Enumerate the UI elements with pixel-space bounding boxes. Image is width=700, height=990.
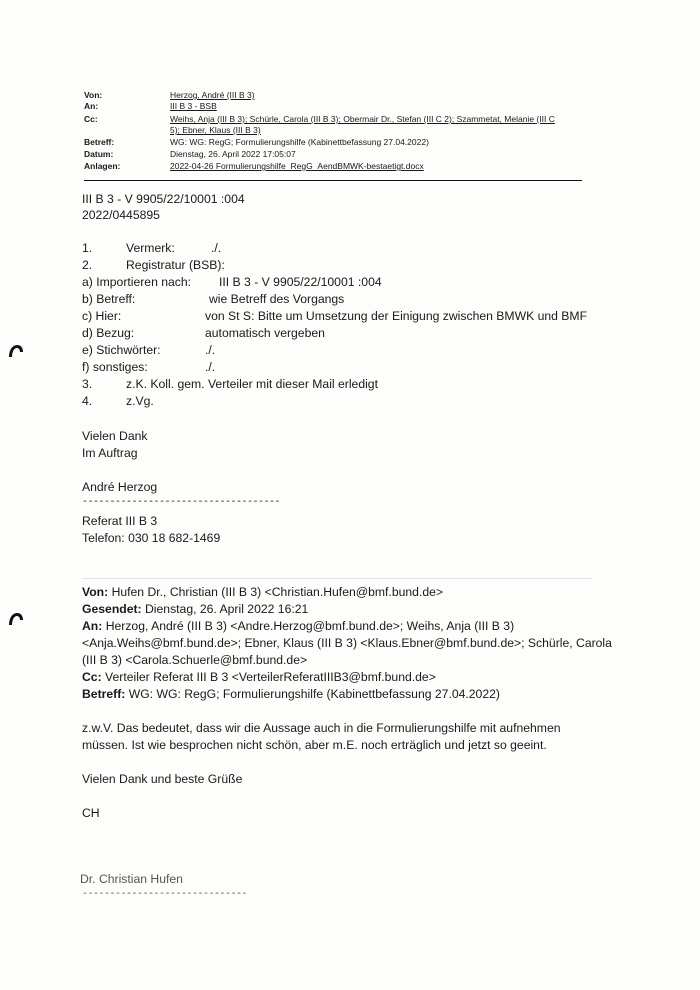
- fwd-body-text: z.w.V. Das bedeutet, dass wir die Aussage auch in die Formulierungshilfe mit aufnehmen: [82, 721, 561, 735]
- header-divider: [84, 180, 582, 181]
- item-text: z.Vg.: [126, 394, 154, 408]
- fwd-gesendet-value: Dienstag, 26. April 2022 16:21: [145, 602, 309, 616]
- item-number: 3.: [82, 377, 93, 391]
- fwd-signature-name: Dr. Christian Hufen: [80, 872, 183, 886]
- fwd-an-label: An:: [82, 619, 103, 633]
- fwd-signature-divider: ------------------------------: [82, 889, 248, 900]
- field-value: automatisch vergeben: [205, 326, 325, 340]
- an-value: III B 3 - BSB: [170, 101, 217, 111]
- von-label: Von:: [84, 90, 103, 100]
- forward-separator: [82, 578, 592, 579]
- signature-name: André Herzog: [82, 480, 158, 494]
- signature-divider: ------------------------------------: [82, 497, 281, 508]
- fwd-gesendet-label: Gesendet:: [82, 602, 142, 616]
- fwd-betreff-value: WG: WG: RegG; Formulierungshilfe (Kabinettbefassung 27.04.2022): [128, 687, 500, 701]
- field-label: b) Betreff:: [82, 292, 136, 306]
- an-label: An:: [84, 101, 99, 111]
- von-value: Herzog, André (III B 3): [170, 90, 255, 100]
- cc-label: Cc:: [84, 114, 98, 124]
- datum-value: Dienstag, 26. April 2022 17:05:07: [170, 149, 296, 159]
- datum-label: Datum:: [84, 149, 114, 159]
- fwd-von-value: Hufen Dr., Christian (III B 3) <Christian.Hufen@bmf.bund.de>: [111, 585, 443, 599]
- fwd-an-value: <Anja.Weihs@bmf.bund.de>; Ebner, Klaus (III B 3) <Klaus.Ebner@bmf.bund.de>; Schürle, Carola: [82, 636, 612, 650]
- field-value: ./.: [205, 360, 216, 374]
- fwd-cc-value: Verteiler Referat III B 3 <VerteilerReferatIIIB3@bmf.bund.de>: [105, 670, 436, 684]
- field-label: e) Stichwörter:: [82, 343, 161, 357]
- cc-value-line2: 5); Ebner, Klaus (III B 3): [170, 125, 261, 135]
- field-label: f) sonstiges:: [82, 360, 148, 374]
- closing-auftrag: Im Auftrag: [82, 446, 138, 460]
- anlagen-label: Anlagen:: [84, 161, 121, 171]
- field-value: III B 3 - V 9905/22/10001 :004: [219, 275, 382, 289]
- reference-number: III B 3 - V 9905/22/10001 :004: [82, 192, 245, 206]
- closing-thanks: Vielen Dank: [82, 429, 148, 443]
- item-label: Registratur (BSB):: [126, 258, 225, 272]
- hole-punch-mark: [8, 344, 24, 358]
- hole-punch-mark: [8, 612, 24, 626]
- fwd-cc-label: Cc:: [82, 670, 102, 684]
- fwd-betreff-label: Betreff:: [82, 687, 126, 701]
- fwd-body-text: müssen. Ist wie besprochen nicht schön, aber m.E. noch erträglich und jetzt so geeint.: [82, 738, 547, 752]
- field-value: von St S: Bitte um Umsetzung der Einigung zwischen BMWK und BMF: [205, 309, 588, 323]
- cc-value-line1: Weihs, Anja (III B 3); Schürle, Carola (III B 3); Obermair Dr., Stefan (III C 2); Szammetat, Melanie (III C: [170, 114, 555, 124]
- field-value: wie Betreff des Vorgangs: [209, 292, 345, 306]
- item-number: 2.: [82, 258, 93, 272]
- field-label: d) Bezug:: [82, 326, 135, 340]
- field-label: a) Importieren nach:: [82, 275, 192, 289]
- fwd-an-value: (III B 3) <Carola.Schuerle@bmf.bund.de>: [82, 653, 308, 667]
- signature-telefon: Telefon: 030 18 682-1469: [82, 531, 221, 545]
- signature-referat: Referat III B 3: [82, 514, 158, 528]
- item-number: 1.: [82, 241, 93, 255]
- betreff-label: Betreff:: [84, 137, 115, 147]
- fwd-an-value: Herzog, André (III B 3) <Andre.Herzog@bmf.bund.de>; Weihs, Anja (III B 3): [105, 619, 515, 633]
- fwd-von-label: Von:: [82, 585, 109, 599]
- item-label: Vermerk:: [126, 241, 175, 255]
- item-number: 4.: [82, 394, 93, 408]
- item-text: z.K. Koll. gem. Verteiler mit dieser Mail erledigt: [126, 377, 378, 391]
- item-value: ./.: [211, 241, 222, 255]
- field-label: c) Hier:: [82, 309, 122, 323]
- fwd-closing-thanks: Vielen Dank und beste Grüße: [82, 772, 243, 786]
- anlagen-value: 2022-04-26 Formulierungshilfe_RegG_AendBMWK-bestaetigt.docx: [170, 161, 424, 171]
- field-value: ./.: [205, 343, 216, 357]
- fwd-initials: CH: [82, 806, 100, 820]
- betreff-value: WG: WG: RegG; Formulierungshilfe (Kabinettbefassung 27.04.2022): [170, 137, 429, 147]
- document-number: 2022/0445895: [82, 208, 160, 222]
